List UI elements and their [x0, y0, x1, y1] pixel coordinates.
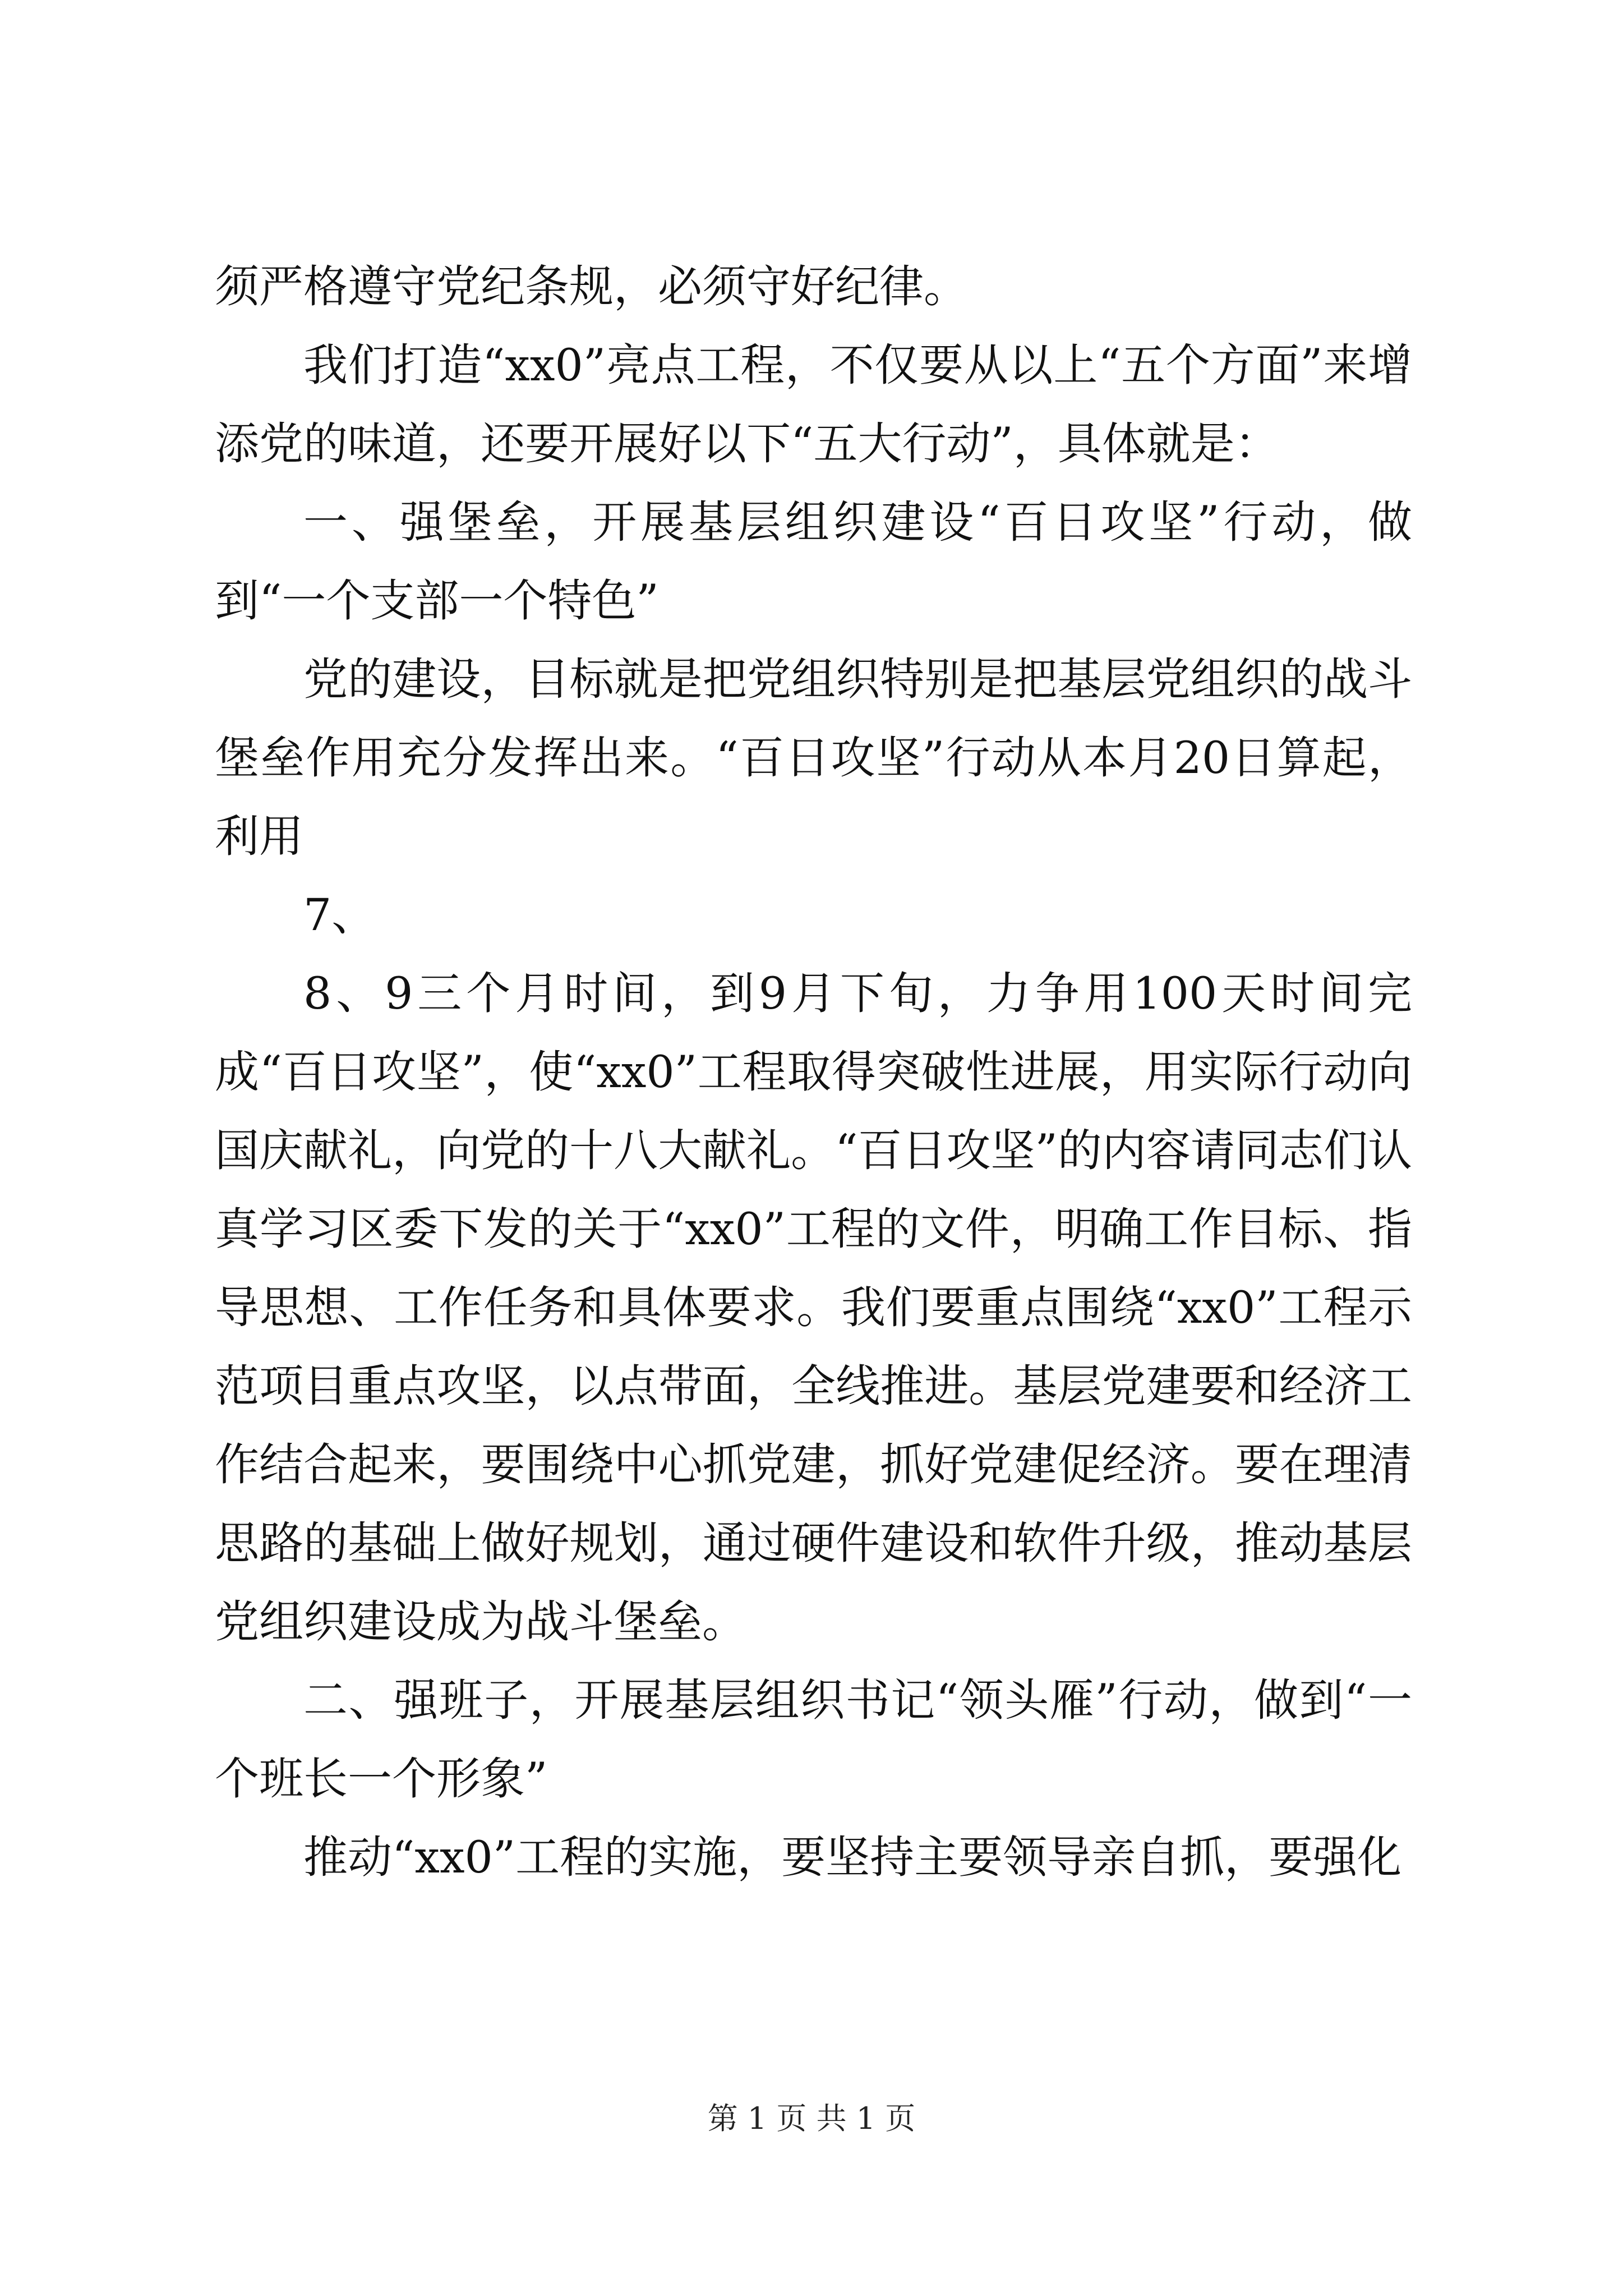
paragraph-4: 7、 [303, 889, 376, 941]
section-heading-2: 二、强班子，开展基层组织书记“领头雁”行动，做到“一个班长一个形象” [215, 1674, 1412, 1805]
paragraph-5: 8、9三个月时间，到9月下旬，力争用100天时间完成“百日攻坚”，使“xx0”工程取得突破性进展，用实际行动向国庆献礼，向党的十八大献礼。“百日攻坚”的内容请同志们认真学习区委下发的关于“xx0”工程的文件，明确工作目标、指导思想、工作任务和具体要求。我们要重点围绕“xx0”工程示范项目重点攻坚，以点带面，全线推进。基层党建要和经济工作结合起来，要围绕中心抓党建，抓好党建促经济。要在理清思路的基础上做好规划，通过硬件建设和软件升级，推动基层党组织建设成为战斗堡垒。 [215, 968, 1412, 1648]
paragraph-3: 党的建设，目标就是把党组织特别是把基层党组织的战斗堡垒作用充分发挥出来。“百日攻坚”行动从本月20日算起，利用 [215, 654, 1412, 862]
document-body [215, 247, 1412, 1897]
section-heading-1: 一、强堡垒，开展基层组织建设“百日攻坚”行动，做到“一个支部一个特色” [215, 496, 1412, 627]
paragraph-2: 我们打造“xx0”亮点工程，不仅要从以上“五个方面”来增添党的味道，还要开展好以下“五大行动”，具体就是： [215, 339, 1412, 470]
page-footer: 第 1 页 共 1 页 [707, 2101, 916, 2136]
paragraph-1: 须严格遵守党纪条规，必须守好纪律。 [215, 261, 968, 312]
paragraph-6: 推动“xx0”工程的实施，要坚持主要领导亲自抓，要强化 [303, 1832, 1402, 1883]
